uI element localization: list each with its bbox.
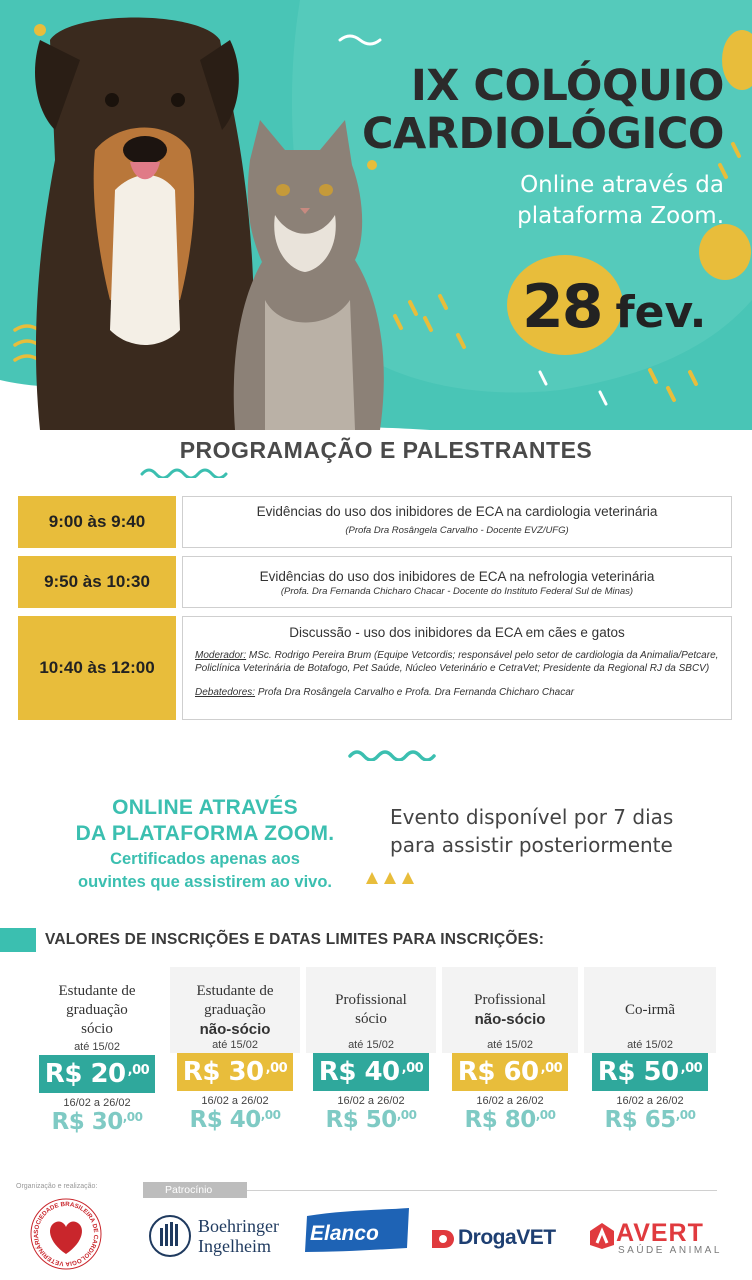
schedule-row	[18, 496, 732, 548]
sponsor-label: Patrocínio	[143, 1182, 247, 1198]
moderator-text: MSc. Rodrigo Pereira Brum (Equipe Vetcordis; responsável pelo setor de cardiologia da Animalia/Petcare, Policlínica Veterinária de Botafogo, Pet Saúde, Núcleo Veterinário e CetraVet; Presidente da Regional RJ da SBCV)	[195, 650, 719, 674]
schedule-description	[182, 616, 732, 720]
boehringer-logo-text	[198, 1216, 279, 1256]
elanco-logo-text: Elanco	[310, 1222, 379, 1245]
card-label-line1: Estudante de	[196, 982, 274, 999]
card-label-line2: não-sócio	[474, 1011, 546, 1028]
late-price-value: R$ 30	[51, 1109, 123, 1135]
values-title: VALORES DE INSCRIÇÕES E DATAS LIMITES PARA INSCRIÇÕES:	[45, 931, 545, 948]
schedule-description	[182, 496, 732, 548]
late-price-cents: ,00	[535, 1108, 556, 1122]
schedule-row	[18, 556, 732, 608]
event-subtitle	[404, 170, 724, 232]
event-title-line2: CARDIOLÓGICO	[361, 109, 724, 159]
late-price	[584, 1107, 716, 1133]
avert-logo-subtitle: SAÚDE ANIMAL	[618, 1245, 722, 1256]
online-line4: ouvintes que assistirem ao vivo.	[77, 873, 332, 891]
early-price-value: R$ 30	[182, 1057, 264, 1087]
late-price-cents: ,00	[122, 1110, 143, 1124]
event-title-line1: IX COLÓQUIO	[410, 61, 724, 111]
triangles-decoration-icon	[364, 870, 416, 886]
moderator-label: Moderador:	[195, 650, 247, 661]
early-deadline: até 15/02	[212, 1039, 258, 1051]
early-price	[592, 1053, 708, 1091]
card-label-line1: Profissional	[335, 992, 407, 1008]
event-date-day: 28	[522, 272, 602, 342]
card-label-line2: sócio	[355, 1011, 387, 1027]
availability-line2: para assistir posteriormente	[390, 833, 673, 857]
talk-speaker: (Profa Dra Rosângela Carvalho - Docente EVZ/UFG)	[345, 525, 569, 536]
price-card-student-member	[30, 967, 164, 1135]
price-card-professional-member	[306, 967, 436, 1133]
online-info	[40, 795, 370, 893]
schedule-time: 9:50 às 10:30	[18, 556, 176, 608]
late-price-value: R$ 40	[189, 1107, 261, 1133]
drogavet-droga: Droga	[458, 1226, 517, 1249]
card-label-line3: sócio	[81, 1020, 113, 1037]
late-price-value: R$ 65	[604, 1107, 676, 1133]
early-price	[177, 1053, 293, 1091]
event-date-month: fev.	[615, 287, 707, 338]
organizer-label: Organização e realização:	[16, 1183, 98, 1190]
late-price-cents: ,00	[396, 1108, 417, 1122]
talk-title: Discussão - uso dos inibidores da ECA em cães e gatos	[289, 625, 625, 640]
price-card-professional-nonmember	[442, 967, 578, 1133]
event-subtitle-line2: plataforma Zoom.	[517, 203, 724, 229]
late-price-cents: ,00	[675, 1108, 696, 1122]
early-price-value: R$ 20	[44, 1059, 126, 1089]
talk-debaters	[195, 687, 719, 700]
early-price-cents: ,00	[540, 1061, 563, 1076]
late-price-value: R$ 80	[464, 1107, 536, 1133]
late-price	[442, 1107, 578, 1133]
price-card-co-irma	[584, 967, 716, 1133]
debaters-text: Profa Dra Rosângela Carvalho e Profa. Dra Fernanda Chicharo Chacar	[255, 687, 575, 698]
card-label-line1: Profissional	[474, 992, 546, 1008]
wave-divider-icon	[140, 466, 230, 478]
early-deadline: até 15/02	[487, 1039, 533, 1051]
online-line1: ONLINE ATRAVÉS	[112, 796, 298, 819]
late-period: 16/02 a 26/02	[476, 1095, 544, 1107]
drogavet-logo-icon	[430, 1228, 456, 1250]
late-price-value: R$ 50	[325, 1107, 397, 1133]
schedule-description	[182, 556, 732, 608]
avert-logo-icon	[588, 1221, 616, 1251]
talk-title: Evidências do uso dos inibidores de ECA na nefrologia veterinária	[259, 569, 655, 584]
event-title	[304, 62, 724, 158]
boehringer-line1: Boehringer	[198, 1216, 279, 1236]
early-price-cents: ,00	[127, 1063, 150, 1078]
card-label-line3: não-sócio	[199, 1020, 271, 1038]
card-label-line1: Estudante de	[58, 982, 136, 999]
availability-line1: Evento disponível por 7 dias	[390, 805, 674, 829]
late-price	[170, 1107, 300, 1133]
late-price-cents: ,00	[260, 1108, 281, 1122]
early-price-cents: ,00	[401, 1061, 424, 1076]
event-date	[522, 272, 706, 342]
early-price	[452, 1053, 568, 1091]
values-accent-bar	[0, 928, 36, 952]
online-line2: DA PLATAFORMA ZOOM.	[75, 822, 335, 845]
early-deadline: até 15/02	[74, 1041, 120, 1053]
early-deadline: até 15/02	[627, 1039, 673, 1051]
drogavet-logo-text	[458, 1226, 556, 1250]
drogavet-vet: VET	[516, 1226, 556, 1249]
price-card-student-nonmember	[170, 967, 300, 1133]
availability-note	[390, 803, 730, 859]
early-price-value: R$ 50	[597, 1057, 679, 1087]
late-price	[306, 1107, 436, 1133]
online-line3: Certificados apenas aos	[110, 850, 300, 868]
schedule-row	[18, 616, 732, 720]
sbcv-logo-icon	[28, 1196, 104, 1272]
early-price	[313, 1053, 429, 1091]
card-label-line2: graduação	[66, 1001, 128, 1018]
card-label-line2: graduação	[204, 1001, 266, 1018]
dog-illustration	[35, 18, 254, 431]
boehringer-logo-icon	[148, 1214, 192, 1258]
late-period: 16/02 a 26/02	[201, 1095, 269, 1107]
early-deadline: até 15/02	[348, 1039, 394, 1051]
avert-logo-text: AVERT	[616, 1219, 704, 1247]
event-subtitle-line1: Online através da	[520, 172, 724, 198]
wave-divider-icon	[348, 747, 438, 761]
boehringer-line2: Ingelheim	[198, 1236, 271, 1256]
program-title: PROGRAMAÇÃO E PALESTRANTES	[179, 437, 593, 463]
early-price-value: R$ 40	[318, 1057, 400, 1087]
talk-title: Evidências do uso dos inibidores de ECA na cardiologia veterinária	[256, 504, 658, 519]
hero-banner	[0, 0, 752, 430]
schedule-time: 9:00 às 9:40	[18, 496, 176, 548]
debaters-label: Debatedores:	[195, 687, 256, 698]
late-price	[30, 1109, 164, 1135]
late-period: 16/02 a 26/02	[63, 1097, 131, 1109]
sponsor-divider	[247, 1190, 717, 1191]
talk-speaker: (Profa. Dra Fernanda Chicharo Chacar - Docente do Instituto Federal Sul de Minas)	[280, 586, 634, 597]
early-price-cents: ,00	[265, 1061, 288, 1076]
late-period: 16/02 a 26/02	[616, 1095, 684, 1107]
schedule-time: 10:40 às 12:00	[18, 616, 176, 720]
early-price-value: R$ 60	[457, 1057, 539, 1087]
talk-moderator	[195, 650, 719, 675]
early-price-cents: ,00	[680, 1061, 703, 1076]
card-label-line1: Co-irmã	[625, 1001, 675, 1018]
sbcv-logo-text: SOCIEDADE BRASILEIRA DE CARDIOLOGIA VETERINÁRIA	[32, 1200, 100, 1268]
early-price	[39, 1055, 155, 1093]
late-period: 16/02 a 26/02	[337, 1095, 405, 1107]
